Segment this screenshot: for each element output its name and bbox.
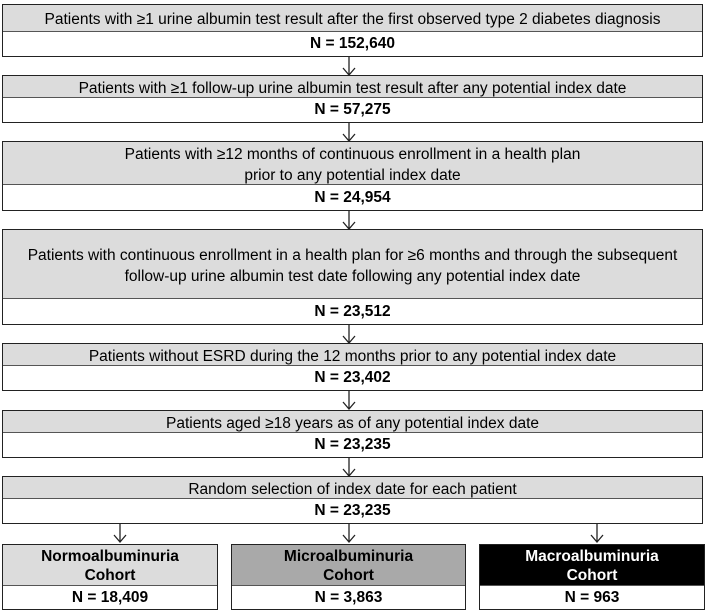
arrow-down-icon (342, 56, 356, 76)
step-count-1: N = 152,640 (3, 31, 702, 56)
step-box-3 (2, 141, 703, 211)
cohort-box-macroalbuminuria (479, 544, 705, 610)
arrow-down-icon (113, 523, 127, 543)
step-box-2 (2, 75, 703, 123)
step-box-4 (2, 229, 703, 325)
arrow-down-icon (342, 390, 356, 410)
step-box-5 (2, 343, 703, 391)
cohort-box-normoalbuminuria (2, 544, 218, 610)
cohort-label: Macroalbuminuria Cohort (525, 547, 659, 584)
step-count-4: N = 23,512 (3, 298, 702, 324)
step-count-6: N = 23,235 (3, 432, 702, 457)
cohort-box-microalbuminuria (231, 544, 466, 610)
step-description-3: Patients with ≥12 months of continuous enrollment in a health plan prior to any potential index date (3, 142, 702, 187)
cohort-count: N = 3,863 (232, 585, 465, 609)
arrow-down-icon (342, 324, 356, 344)
cohort-count: N = 963 (480, 585, 704, 609)
arrow-down-icon (342, 457, 356, 477)
step-count-3: N = 24,954 (3, 184, 702, 210)
step-description-6: Patients aged ≥18 years as of any potential index date (3, 411, 702, 435)
step-description-2: Patients with ≥1 follow-up urine albumin test result after any potential index date (3, 76, 702, 100)
arrow-down-icon (342, 523, 356, 543)
cohort-count: N = 18,409 (3, 585, 217, 609)
step-description-1: Patients with ≥1 urine albumin test result after the first observed type 2 diabetes diagnosis (3, 5, 702, 34)
step-box-1 (2, 4, 703, 57)
arrow-down-icon (342, 210, 356, 230)
step-box-6 (2, 410, 703, 458)
arrow-down-icon (590, 523, 604, 543)
step-count-5: N = 23,402 (3, 365, 702, 390)
step-description-5: Patients without ESRD during the 12 months prior to any potential index date (3, 344, 702, 368)
step-description-4: Patients with continuous enrollment in a health plan for ≥6 months and through the subsequent follow-up urine albumin test date following any potential index date (3, 230, 702, 301)
step-count-7: N = 23,235 (3, 498, 702, 523)
arrow-down-icon (342, 122, 356, 142)
step-description-7: Random selection of index date for each patient (3, 477, 702, 501)
step-box-7 (2, 476, 703, 524)
step-count-2: N = 57,275 (3, 97, 702, 122)
cohort-label: Normoalbuminuria Cohort (41, 547, 179, 584)
cohort-label: Microalbuminuria Cohort (283, 547, 414, 584)
